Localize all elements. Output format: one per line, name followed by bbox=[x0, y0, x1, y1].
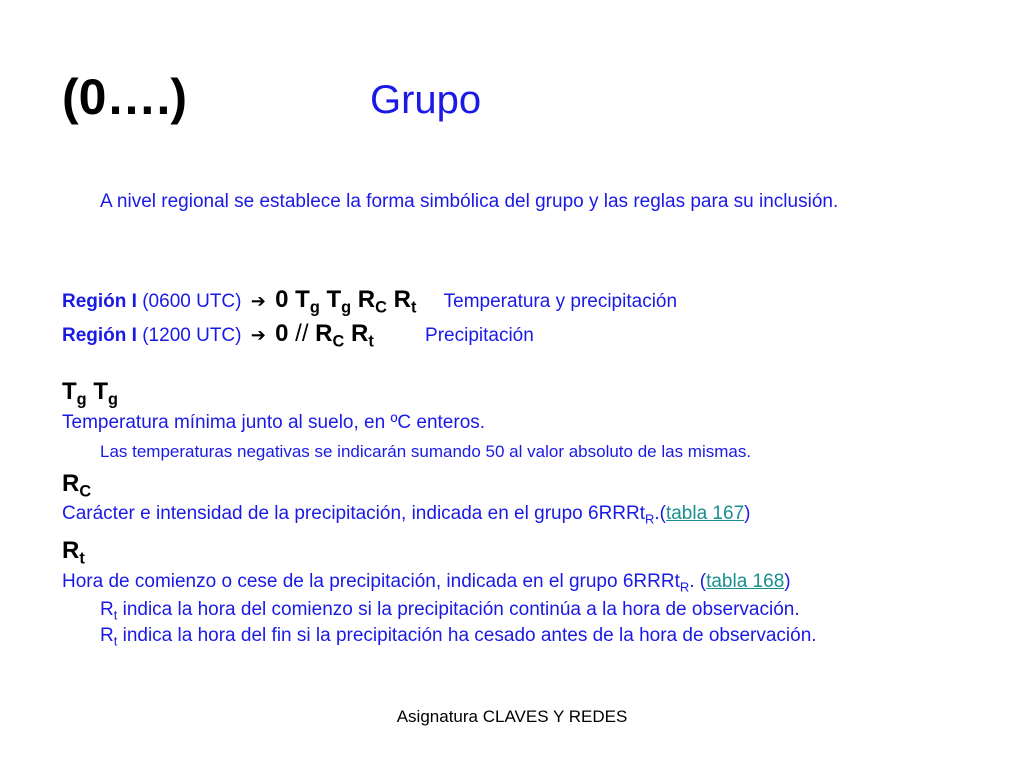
region-line-1200 bbox=[62, 320, 534, 351]
region-line-0600 bbox=[62, 286, 678, 317]
tabla-168-link[interactable]: tabla 168 bbox=[706, 571, 785, 592]
region-description: Temperatura y precipitación bbox=[443, 291, 678, 312]
tgtg-note: Las temperaturas negativas se indicarán sumando 50 al valor absoluto de las mismas. bbox=[100, 442, 752, 461]
tabla-167-link[interactable]: tabla 167 bbox=[665, 503, 745, 524]
group-formula: $0 // R_C$ $R_t$ bbox=[275, 320, 374, 351]
region-label: Región I bbox=[62, 325, 137, 346]
tgtg-description: Temperatura mínima junto al suelo, en ºC enteros. bbox=[62, 412, 486, 433]
region-time: (0600 UTC) bbox=[136, 291, 242, 312]
rt-note-end: $R_t$ indica la hora del fin si la precipitación ha cesado antes de la hora de observación. bbox=[100, 625, 817, 649]
rt-description: Hora de comienzo o cese de la precipitación, indicada en el grupo 6RRRt$_R$. (tabla 168) bbox=[62, 571, 791, 595]
slide-title-word: Grupo bbox=[370, 78, 482, 122]
symbol-rt: $R_t$ bbox=[62, 537, 85, 568]
region-time: (1200 UTC) bbox=[136, 325, 242, 346]
slide-footer: Asignatura CLAVES Y REDES bbox=[396, 707, 628, 726]
group-formula: 0 $T_g$ $T_g$ $R_C$ $R_t$ bbox=[275, 286, 417, 317]
intro-paragraph: A nivel regional se establece la forma simbólica del grupo y las reglas para su inclusión. bbox=[100, 191, 839, 212]
arrow-right-icon: ➔ bbox=[250, 291, 266, 311]
symbol-tgtg: $T_g$ $T_g$ bbox=[62, 378, 118, 409]
arrow-right-icon: ➔ bbox=[250, 325, 266, 345]
region-label: Región I bbox=[62, 291, 137, 312]
slide-title-code: (0….) bbox=[62, 69, 187, 125]
region-description: Precipitación bbox=[425, 325, 534, 346]
rc-description: Carácter e intensidad de la precipitación, indicada en el grupo 6RRRt$_R$.(tabla 167) bbox=[62, 503, 751, 527]
rt-note-start: $R_t$ indica la hora del comienzo si la precipitación continúa a la hora de observación. bbox=[100, 599, 800, 623]
symbol-rc: $R_C$ bbox=[62, 470, 92, 501]
